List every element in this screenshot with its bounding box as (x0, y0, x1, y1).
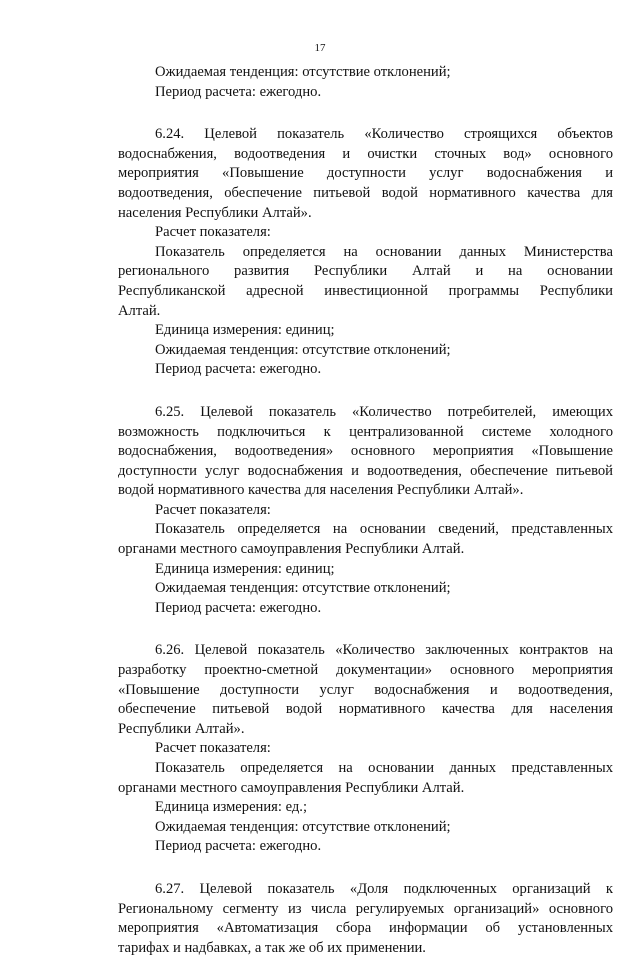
text-line: Ожидаемая тенденция: отсутствие отклонений; (155, 818, 451, 835)
text-line: Период расчета: ежегодно. (155, 361, 322, 378)
text-line: Показатель определяется на основании сведений, представленных (155, 521, 613, 538)
paragraph-gap (118, 380, 613, 403)
text-line: водой нормативного качества для населения Республики Алтай». (118, 482, 524, 499)
text-line: Расчет показателя: (155, 501, 271, 518)
section-6-24-heading: 6.24. Целевой показатель «Количество строящихся объектов (155, 126, 613, 143)
section-6-27-heading: 6.27. Целевой показатель «Доля подключенных организаций к (155, 880, 613, 897)
text-line: Республиканской адресной инвестиционной программы Республики (118, 282, 613, 299)
paragraph-gap (118, 857, 613, 880)
text-line: Ожидаемая тенденция: отсутствие отклонений; (155, 580, 451, 597)
text-line: Алтай. (118, 302, 161, 319)
text-line: тарифах и надбавках, а так же об их применении. (118, 939, 426, 956)
text-line: населения Республики Алтай». (118, 204, 312, 221)
section-6-25-heading: 6.25. Целевой показатель «Количество потребителей, имеющих (155, 403, 613, 420)
text-line: Расчет показателя: (155, 740, 271, 757)
section-6-26-heading: 6.26. Целевой показатель «Количество заключенных контрактов на (155, 642, 613, 659)
text-line: Региональному сегменту из числа регулируемых организаций» основного (118, 900, 613, 917)
text-line: Период расчета: ежегодно. (155, 599, 322, 616)
text-line: мероприятия «Повышение доступности услуг водоснабжения и (118, 165, 613, 182)
text-line: водоснабжения, водоотведения» основного мероприятия «Повышение (118, 443, 613, 460)
text-line: мероприятия «Автоматизация сбора информации об установленных (118, 920, 613, 937)
text-line: Республики Алтай». (118, 720, 245, 737)
text-line: возможность подключиться к централизованной системе холодного (118, 423, 613, 440)
text-line: Показатель определяется на основании данных представленных (155, 760, 613, 776)
text-line: Ожидаемая тенденция: отсутствие отклонений; (155, 64, 451, 80)
text-line: Единица измерения: единиц; (155, 560, 335, 577)
document-body (118, 63, 613, 958)
text-line: доступности услуг водоснабжения и водоотведения, обеспечение питьевой (118, 462, 613, 479)
text-line: регионального развития Республики Алтай и на основании (118, 263, 613, 280)
text-line: водоотведения, обеспечение питьевой водой нормативного качества для (118, 184, 613, 201)
text-line: Период расчета: ежегодно. (155, 838, 322, 855)
text-line: Период расчета: ежегодно. (155, 83, 322, 100)
text-line: органами местного самоуправления Республики Алтай. (118, 541, 465, 558)
text-line: Показатель определяется на основании данных Министерства (155, 243, 613, 260)
text-line: Единица измерения: единиц; (155, 322, 335, 339)
text-line: обеспечение питьевой водой нормативного качества для населения (118, 701, 613, 718)
page-number: 17 (314, 42, 326, 54)
text-line: разработку проектно-сметной документации» основного мероприятия (118, 662, 613, 679)
paragraph-gap (118, 102, 613, 125)
paragraph-gap (118, 618, 613, 641)
text-line: Единица измерения: ед.; (155, 799, 308, 816)
text-line: Расчет показателя: (155, 224, 271, 241)
text-line: «Повышение доступности услуг водоснабжения и водоотведения, (118, 681, 613, 698)
text-line: органами местного самоуправления Республики Алтай. (118, 779, 465, 796)
text-line: водоснабжения, водоотведения и очистки сточных вод» основного (118, 145, 613, 162)
text-line: Ожидаемая тенденция: отсутствие отклонений; (155, 341, 451, 358)
